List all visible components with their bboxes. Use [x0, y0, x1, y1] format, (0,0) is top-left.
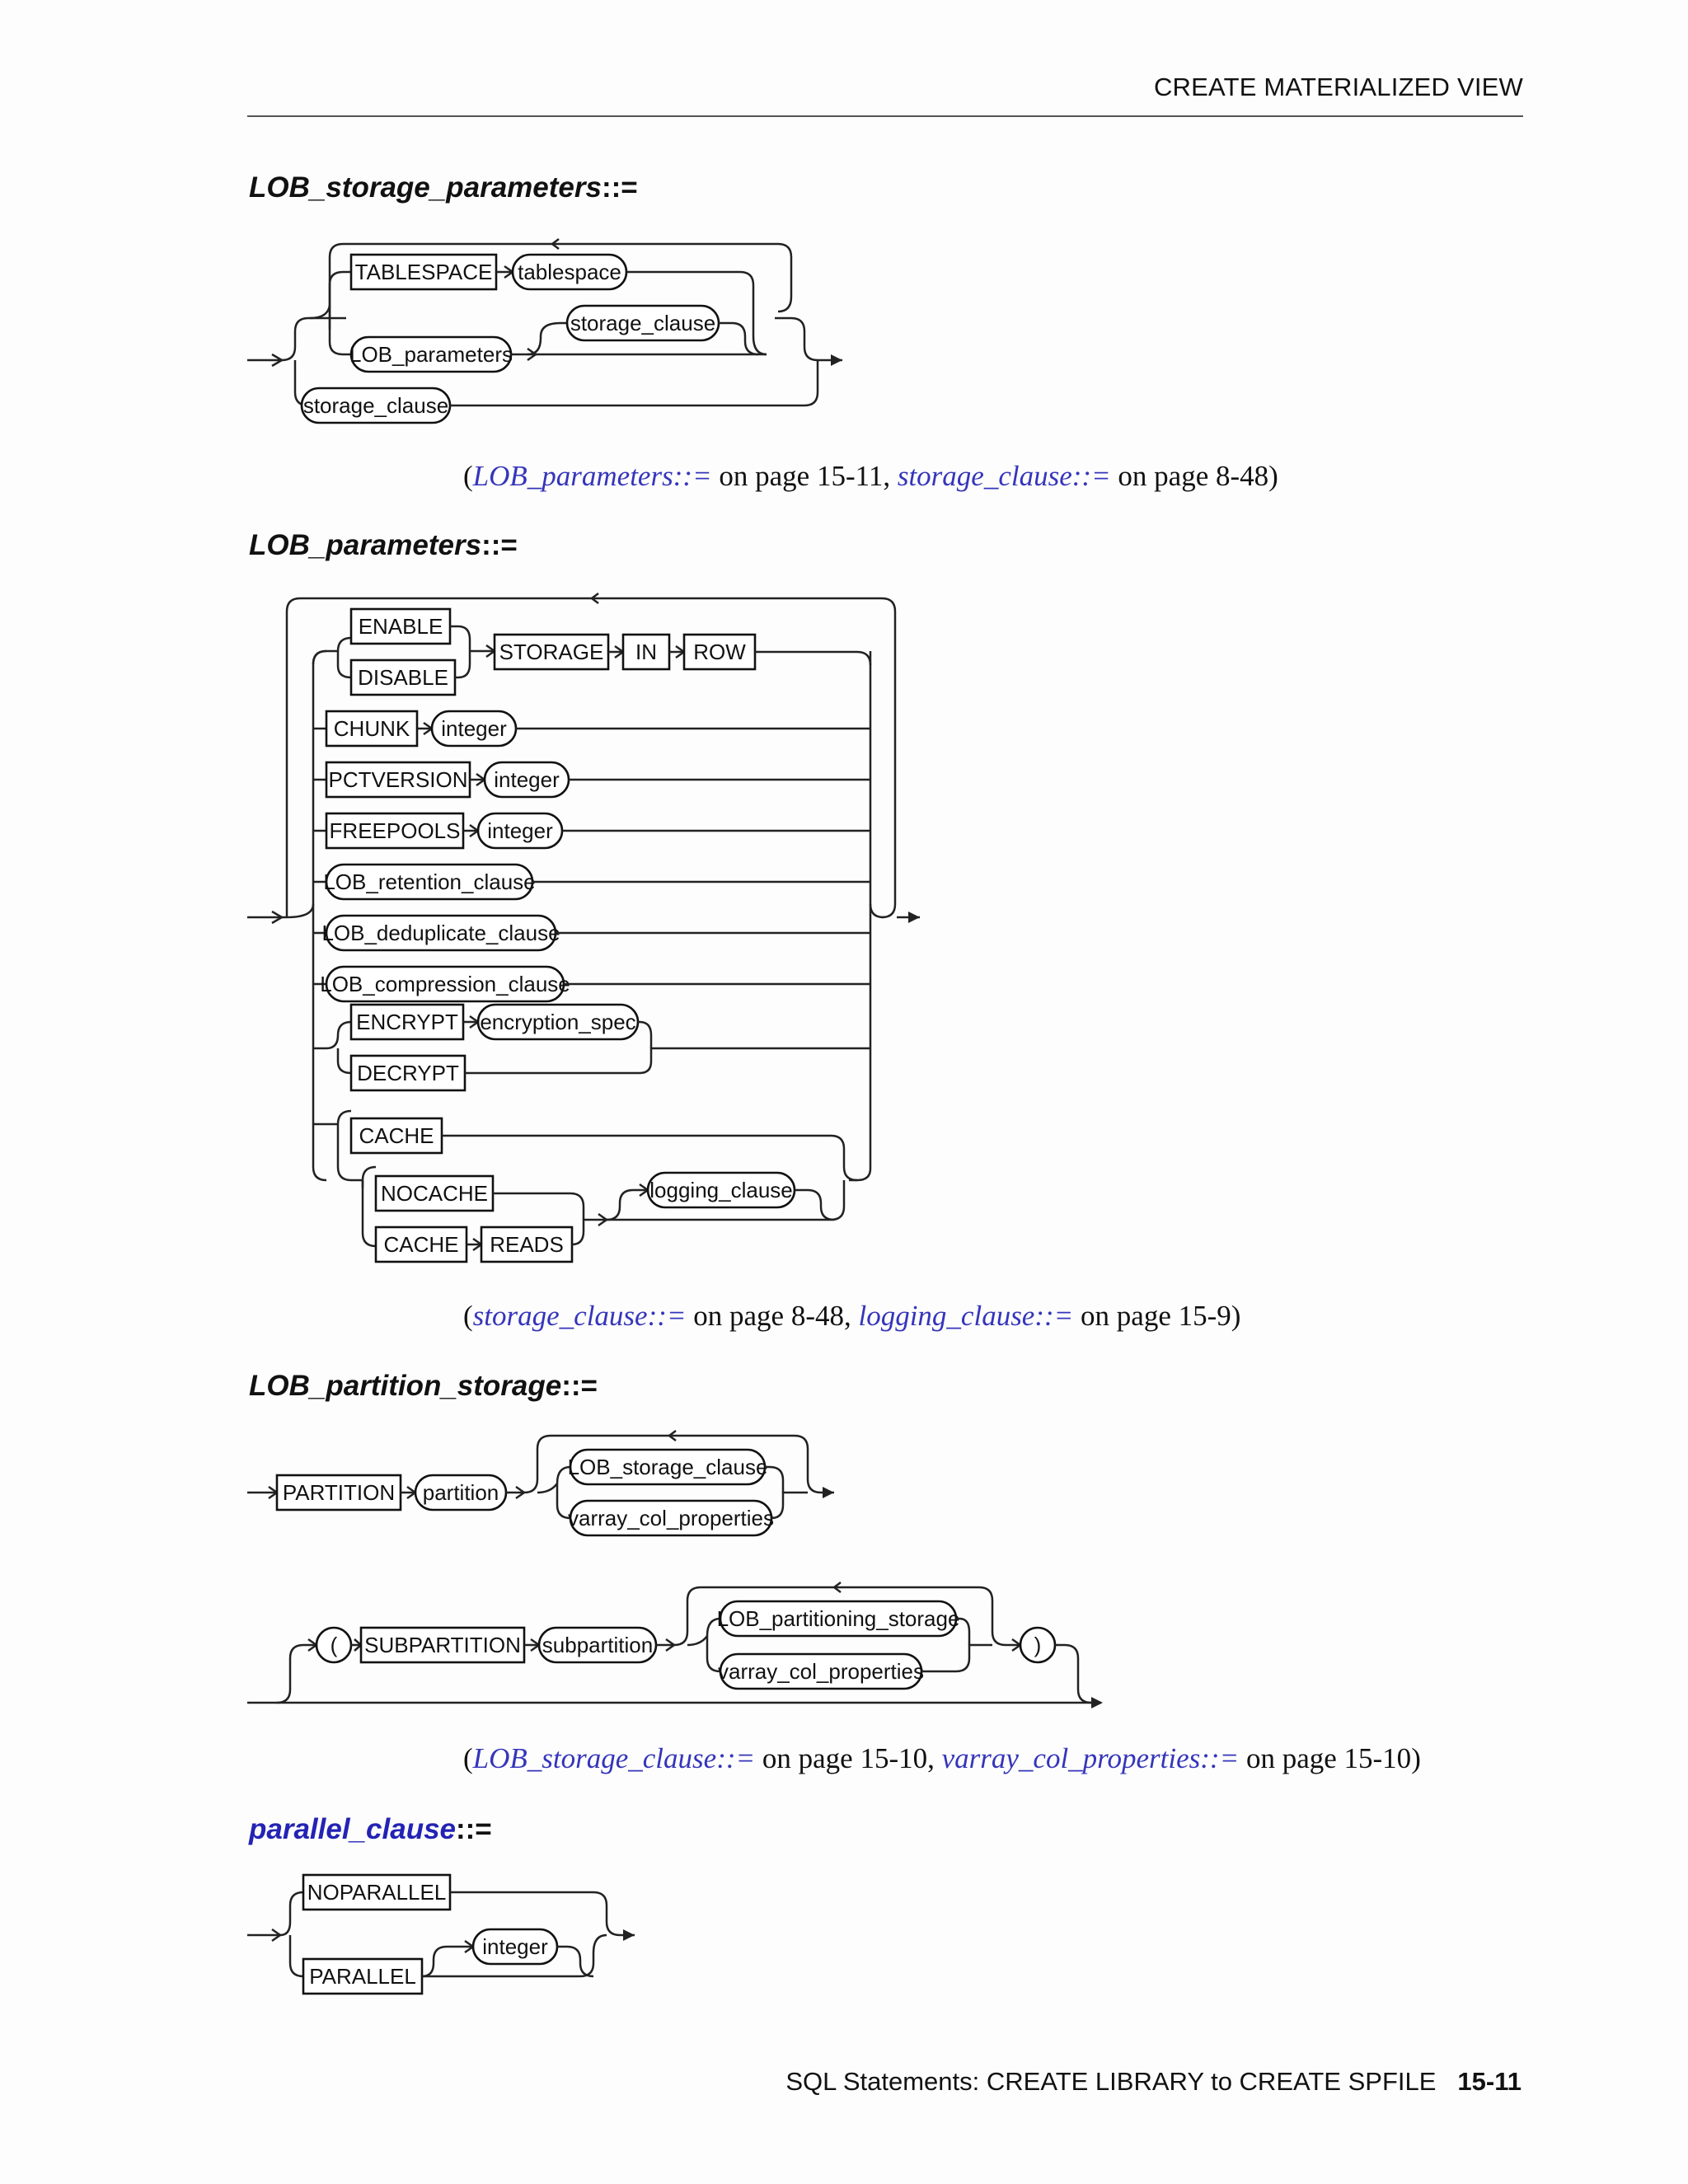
- ref-link[interactable]: storage_clause::=: [472, 1300, 687, 1332]
- subpartition-keyword-label: SUBPARTITION: [364, 1633, 521, 1657]
- title-text: LOB_storage_parameters: [249, 171, 602, 204]
- ref-text: on page 15-9: [1073, 1300, 1231, 1332]
- pctversion-label: PCTVERSION: [328, 767, 468, 792]
- header-rule: [247, 115, 1523, 117]
- lob-partitioning-storage-label: LOB_partitioning_storage: [716, 1606, 960, 1631]
- noparallel-label: NOPARALLEL: [307, 1880, 447, 1905]
- page-footer: [785, 2067, 1522, 2097]
- partition-keyword-label: PARTITION: [282, 1480, 396, 1505]
- running-header: CREATE MATERIALIZED VIEW: [1153, 73, 1523, 101]
- lob-compression-clause-label: LOB_compression_clause: [320, 972, 570, 996]
- varray-2-label: varray_col_properties: [717, 1659, 925, 1684]
- ref-link[interactable]: LOB_parameters::=: [472, 460, 712, 492]
- section-title-lob-storage-parameters: [249, 171, 638, 204]
- encrypt-label: ENCRYPT: [356, 1010, 458, 1034]
- ref-link[interactable]: LOB_storage_clause::=: [472, 1742, 756, 1774]
- ref-text: on page 15-10: [1239, 1742, 1412, 1774]
- title-op: ::=: [456, 1813, 492, 1845]
- freepools-label: FREEPOOLS: [329, 818, 461, 843]
- storage-label: STORAGE: [499, 640, 604, 664]
- lob-storage-clause-label: LOB_storage_clause: [567, 1455, 768, 1479]
- ref-link[interactable]: varray_col_properties::=: [941, 1742, 1240, 1774]
- section-title-lob-partition-storage: [249, 1370, 598, 1403]
- decrypt-label: DECRYPT: [357, 1061, 459, 1085]
- diagram-lob-partition-storage: [0, 1426, 1154, 1706]
- reads-label: READS: [490, 1232, 564, 1257]
- title-op: ::=: [481, 529, 518, 561]
- ref-link[interactable]: storage_clause::=: [897, 460, 1111, 492]
- tablespace-token-label: tablespace: [518, 260, 621, 284]
- diagram-lob-storage-parameters: [0, 223, 907, 420]
- ref-text: on page 8-48: [1110, 460, 1269, 492]
- page-number: 15-11: [1457, 2067, 1522, 2096]
- ref-text: on page 15-10: [755, 1742, 928, 1774]
- title-op: ::=: [561, 1370, 598, 1402]
- disable-label: DISABLE: [358, 665, 448, 690]
- refs-lob-partition-storage: (LOB_storage_clause::= on page 15-10, varray_col_properties::= on page 15-10): [463, 1742, 1421, 1774]
- diagram-lob-parameters: [0, 585, 989, 1261]
- ref-link[interactable]: logging_clause::=: [858, 1300, 1074, 1332]
- storage-clause-token-b-label: storage_clause: [302, 393, 449, 418]
- in-label: IN: [635, 640, 657, 664]
- rparen-label: ): [1034, 1633, 1042, 1657]
- tablespace-keyword-label: TABLESPACE: [354, 260, 493, 284]
- section-title-parallel-clause[interactable]: [249, 1813, 492, 1846]
- section-title-lob-parameters: [249, 529, 518, 562]
- title-op: ::=: [601, 171, 638, 204]
- title-text: LOB_parameters: [249, 529, 482, 561]
- integer-1-label: integer: [441, 716, 507, 741]
- lob-parameters-token-label: LOB_parameters: [349, 342, 513, 367]
- integer-2-label: integer: [494, 767, 560, 792]
- ref-text: on page 8-48: [686, 1300, 844, 1332]
- cache-label: CACHE: [359, 1123, 434, 1148]
- lparen-label: (: [330, 1633, 338, 1657]
- lob-deduplicate-clause-label: LOB_deduplicate_clause: [321, 921, 560, 945]
- parallel-label: PARALLEL: [309, 1964, 416, 1989]
- encryption-spec-label: encryption_spec: [480, 1010, 636, 1034]
- subpartition-token-label: subpartition: [542, 1633, 654, 1657]
- enable-label: ENABLE: [358, 614, 443, 639]
- lob-retention-clause-label: LOB_retention_clause: [323, 869, 536, 894]
- refs-lob-storage-parameters: (LOB_parameters::= on page 15-11, storage_clause::= on page 8-48): [463, 460, 1278, 492]
- title-text[interactable]: parallel_clause: [249, 1813, 456, 1845]
- integer-parallel-label: integer: [482, 1934, 548, 1959]
- footer-title: SQL Statements: CREATE LIBRARY to CREATE SPFILE: [785, 2067, 1437, 2096]
- row-label: ROW: [693, 640, 746, 664]
- partition-token-label: partition: [422, 1480, 499, 1505]
- chunk-label: CHUNK: [333, 716, 410, 741]
- ref-text: on page 15-11: [711, 460, 884, 492]
- cache2-label: CACHE: [383, 1232, 459, 1257]
- storage-clause-token-a-label: storage_clause: [570, 311, 716, 335]
- integer-3-label: integer: [487, 818, 553, 843]
- refs-lob-parameters: (storage_clause::= on page 8-48, logging_clause::= on page 15-9): [463, 1300, 1241, 1332]
- varray-1-label: varray_col_properties: [567, 1506, 775, 1530]
- title-text: LOB_partition_storage: [249, 1370, 562, 1402]
- diagram-parallel-clause: [0, 1871, 659, 2003]
- logging-clause-label: logging_clause: [649, 1178, 793, 1202]
- nocache-label: NOCACHE: [380, 1181, 489, 1206]
